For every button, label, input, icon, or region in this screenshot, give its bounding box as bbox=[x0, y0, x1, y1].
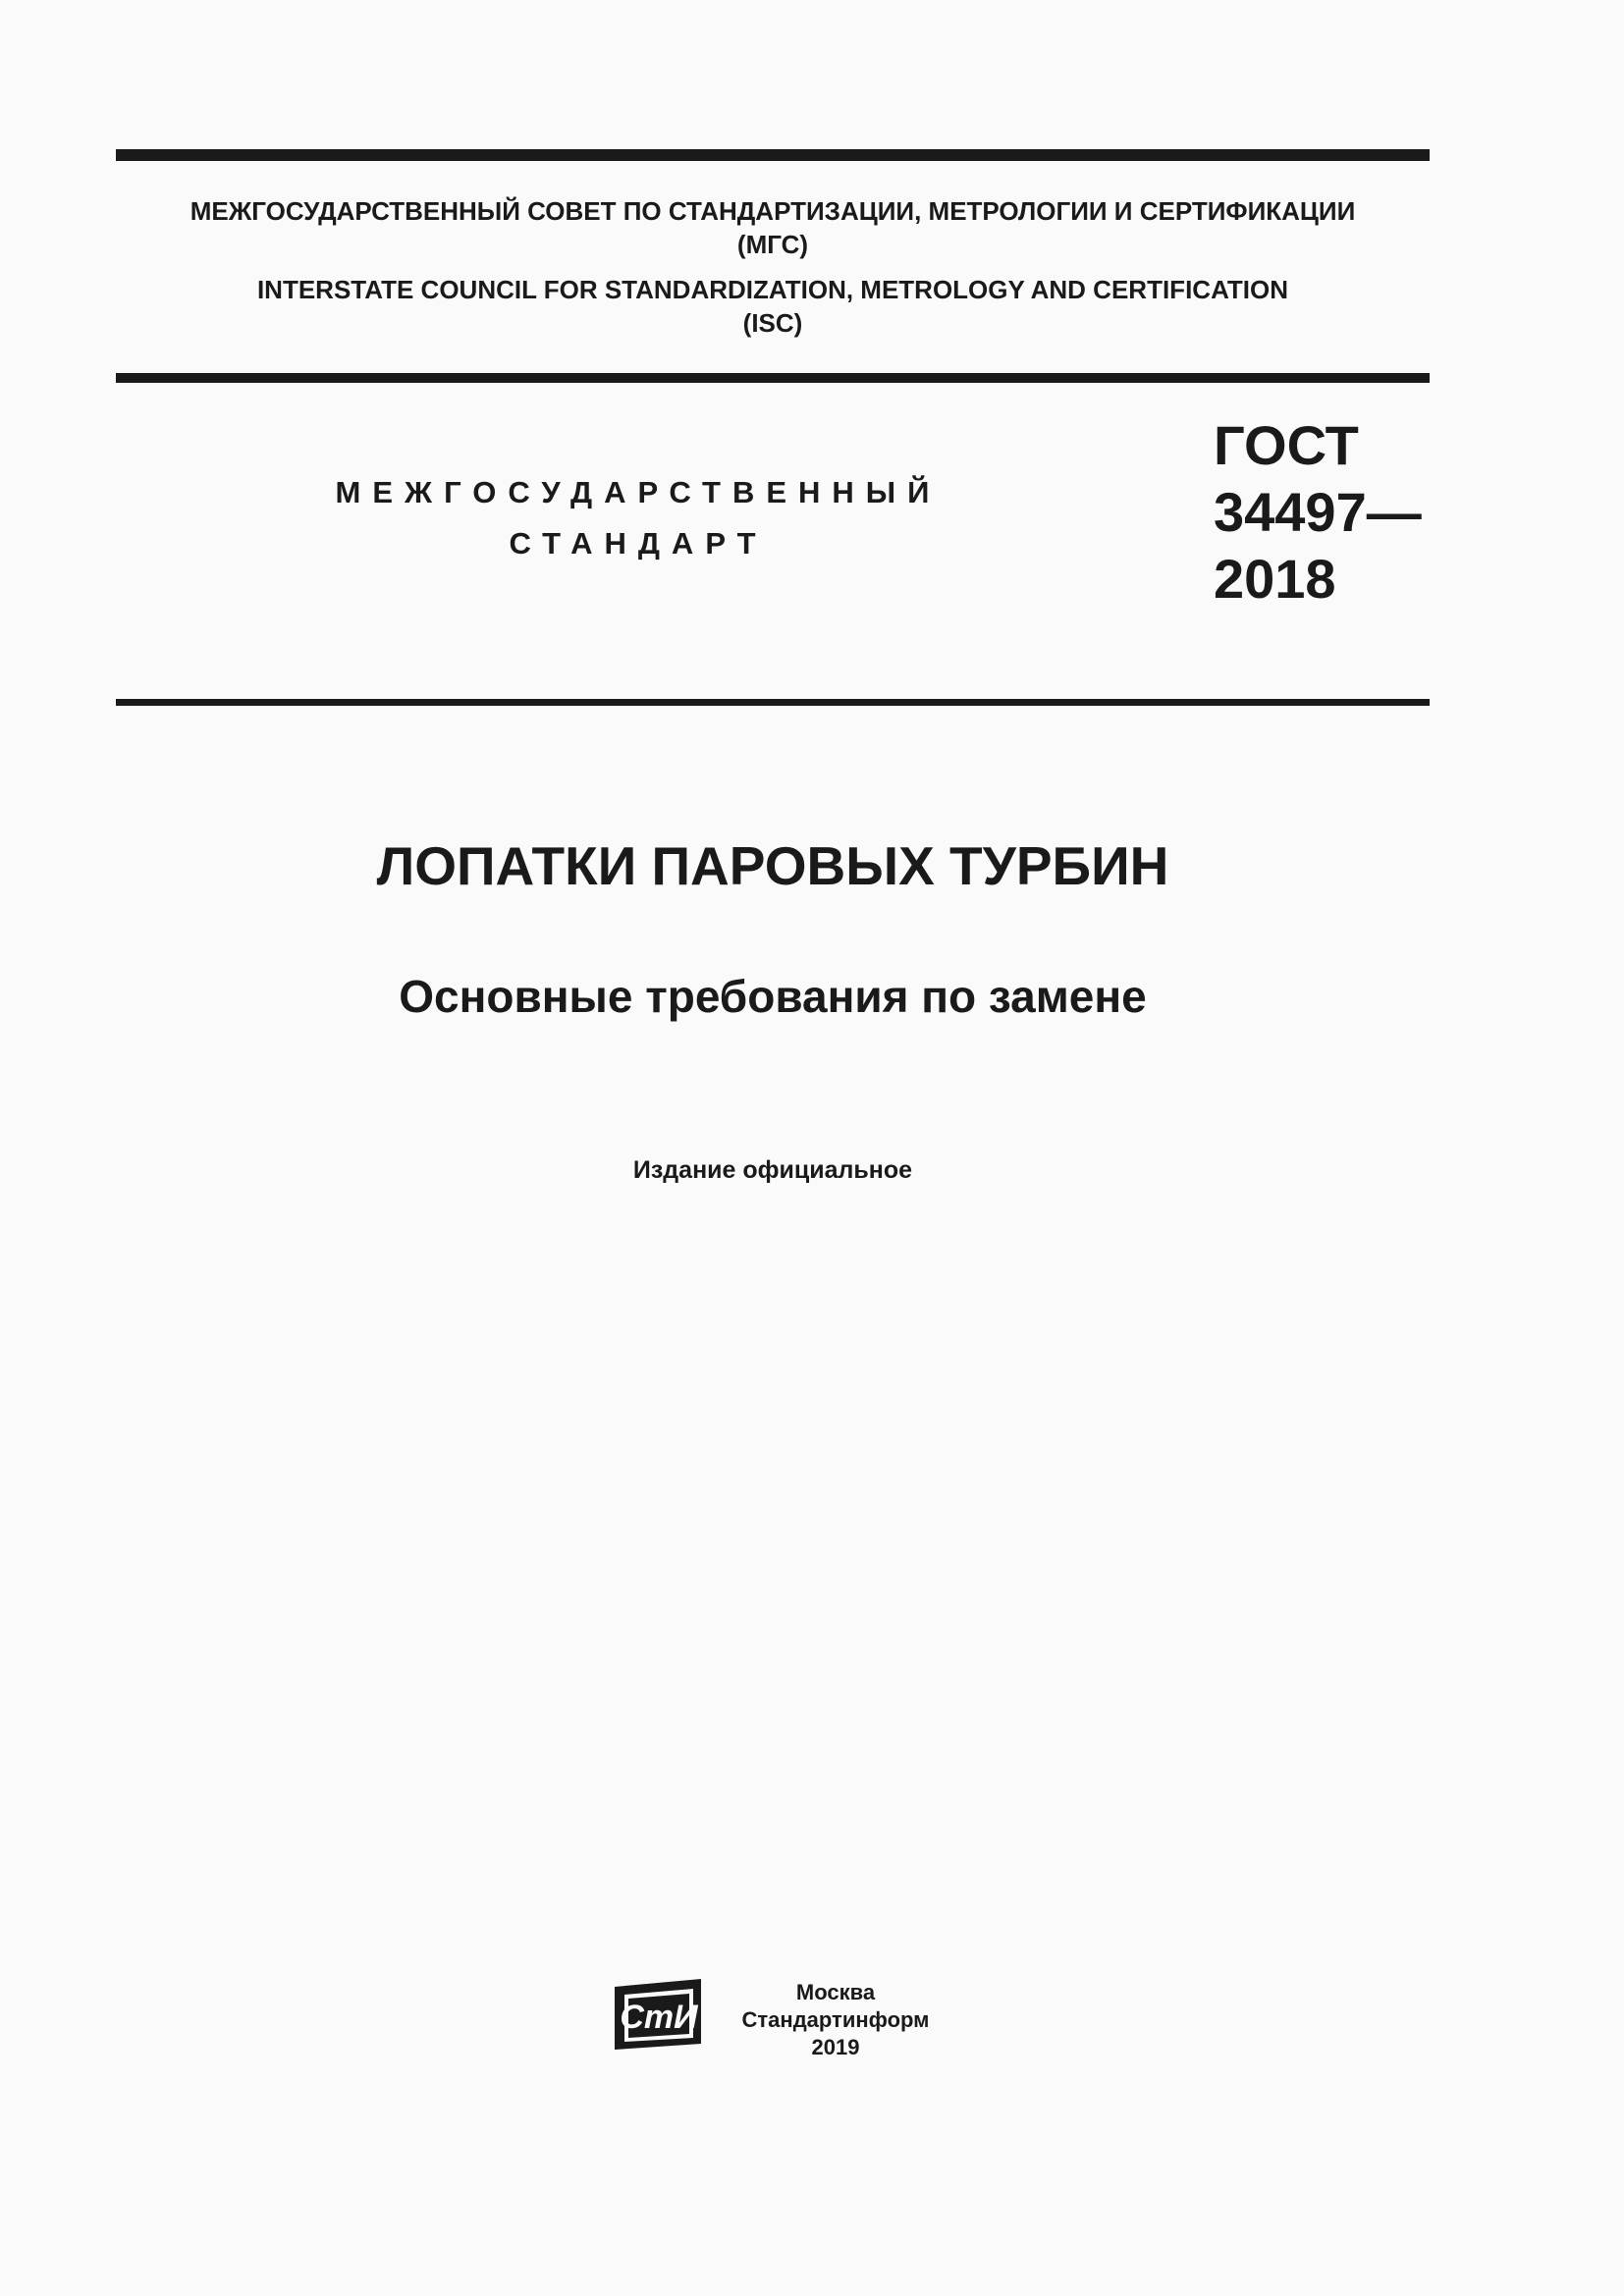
svg-text:СтИ: СтИ bbox=[620, 1999, 698, 2036]
publisher-city: Москва bbox=[795, 1980, 876, 2004]
edition-note: Издание официальное bbox=[632, 1156, 913, 1184]
standard-kind bbox=[275, 467, 1001, 569]
standard-designation bbox=[1214, 412, 1422, 613]
publisher-year: 2019 bbox=[811, 2035, 860, 2059]
designation-number: 34497— bbox=[1214, 481, 1422, 543]
document-title: ЛОПАТКИ ПАРОВЫХ ТУРБИН bbox=[376, 835, 1169, 896]
council-ru-name: МЕЖГОСУДАРСТВЕННЫЙ СОВЕТ ПО СТАНДАРТИЗАЦИИ, МЕТРОЛОГИИ И СЕРТИФИКАЦИИ bbox=[189, 196, 1356, 226]
top-rule bbox=[116, 149, 1430, 161]
document-subtitle: Основные требования по замене bbox=[399, 971, 1147, 1022]
council-ru-abbr: (МГС) bbox=[736, 230, 809, 259]
middle-rule bbox=[116, 373, 1430, 383]
council-header bbox=[116, 194, 1430, 340]
designation-prefix: ГОСТ bbox=[1214, 414, 1359, 476]
publisher-name: Стандартинформ bbox=[741, 2007, 930, 2032]
standard-kind-line1: МЕЖГОСУДАРСТВЕННЫЙ bbox=[335, 475, 942, 509]
standartinform-logo-icon bbox=[611, 1977, 705, 2052]
standard-kind-line2: СТАНДАРТ bbox=[509, 526, 768, 561]
council-en-abbr: (ISC) bbox=[742, 308, 803, 338]
bottom-rule bbox=[116, 699, 1430, 706]
designation-year: 2018 bbox=[1214, 548, 1336, 610]
publisher-block bbox=[725, 1979, 947, 2061]
council-en-name: INTERSTATE COUNCIL FOR STANDARDIZATION, METROLOGY AND CERTIFICATION bbox=[256, 275, 1289, 304]
